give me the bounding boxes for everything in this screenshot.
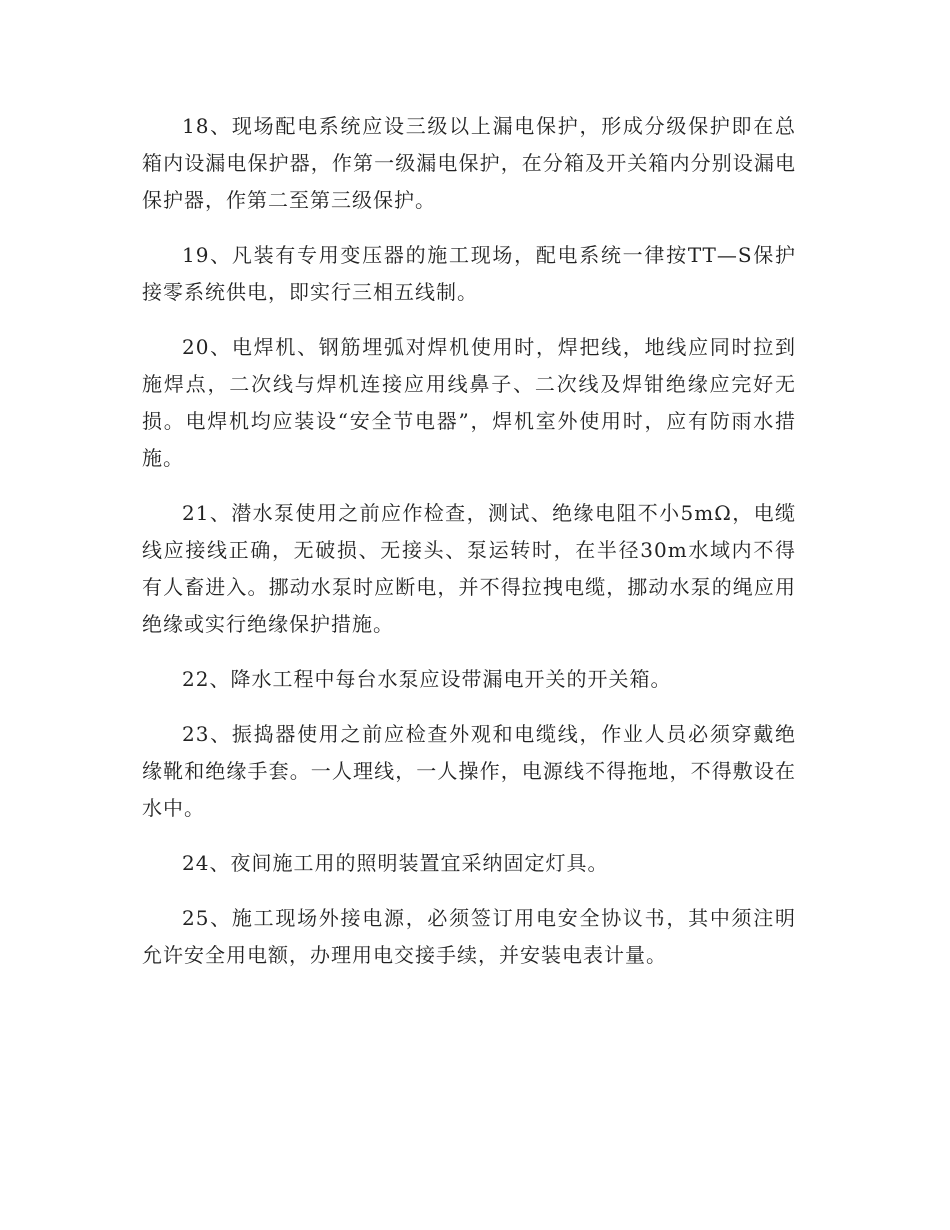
paragraph-22: 22、降水工程中每台水泵应设带漏电开关的开关箱。 <box>182 667 672 691</box>
paragraph-24: 24、夜间施工用的照明装置宜采纳固定灯具。 <box>182 851 609 875</box>
document-body <box>142 108 796 992</box>
paragraph-19: 19、凡装有专用变压器的施工现场，配电系统一律按TT—S保护接零系统供电，即实行三相五线制。 <box>142 243 796 304</box>
paragraph-25: 25、施工现场外接电源，必须签订用电安全协议书，其中须注明允许安全用电额，办理用电交接手续，并安装电表计量。 <box>142 906 796 967</box>
paragraph-21: 21、潜水泵使用之前应作检查，测试、绝缘电阻不小5mΩ，电缆线应接线正确，无破损、无接头、泵运转时，在半径30m水域内不得有人畜进入。挪动水泵时应断电，并不得拉拽电缆，挪动水泵的绳应用绝缘或实行绝缘保护措施。 <box>142 501 796 636</box>
paragraph-18: 18、现场配电系统应设三级以上漏电保护，形成分级保护即在总箱内设漏电保护器，作第一级漏电保护，在分箱及开关箱内分别设漏电保护器，作第二至第三级保护。 <box>142 114 796 212</box>
paragraph-20: 20、电焊机、钢筋埋弧对焊机使用时，焊把线，地线应同时拉到施焊点，二次线与焊机连接应用线鼻子、二次线及焊钳绝缘应完好无损。电焊机均应装设“安全节电器”，焊机室外使用时，应有防雨水措施。 <box>142 335 796 470</box>
paragraph-23: 23、振捣器使用之前应检查外观和电缆线，作业人员必须穿戴绝缘靴和绝缘手套。一人理线，一人操作，电源线不得拖地，不得敷设在水中。 <box>142 722 796 820</box>
